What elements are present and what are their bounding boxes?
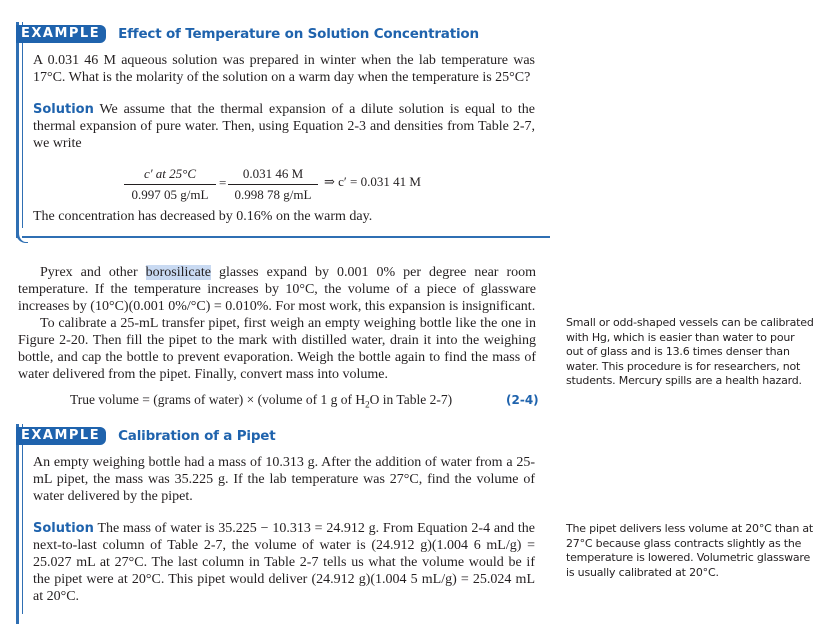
example-2-header bbox=[16, 427, 276, 445]
box-rule bbox=[16, 424, 19, 624]
solution-label: Solution bbox=[33, 521, 94, 536]
example-badge: EXAMPLE bbox=[16, 427, 106, 445]
box-bottom-rule bbox=[22, 236, 550, 238]
margin-note-2: The pipet delivers less volume at 20°C than at 27°C because glass contracts slightly as the temperature is lowered. Volumetric glassware is usually calibrated at 20°C. bbox=[566, 522, 814, 579]
example-2-problem: An empty weighing bottle had a mass of 10.313 g. After the addition of water from a 25-mL pipet, the mass was 35.225 g. If the lab temperature was 27°C, find the volume of water delivered by the pipet. bbox=[33, 455, 535, 504]
rhs-denominator: 0.998 78 g/mL bbox=[234, 187, 312, 202]
example-badge: EXAMPLE bbox=[16, 25, 106, 43]
box-rule-inner bbox=[22, 424, 23, 614]
example-1-title: Effect of Temperature on Solution Concentration bbox=[118, 26, 479, 42]
example-2-solution: Solution The mass of water is 35.225 − 10.313 = 24.912 g. From Equation 2-4 and the next-to-last column of Table 2-7, the volume of water is (24.912 g)(1.004 6 mL/g) = 25.027 mL at 27°C. The last column in Table 2-7 tells us what the volume would be if the pipet were at 20°C. This pipet would deliver (24.912 g)(1.004 5 mL/g) = 25.024 mL at 20°C. bbox=[33, 521, 536, 604]
solution-label: Solution bbox=[33, 102, 94, 117]
equation-2-4: True volume = (grams of water) × (volume of 1 g of $H_2O$ in Table 2-7) bbox=[70, 392, 453, 410]
box-rule-inner bbox=[22, 22, 23, 228]
equals-sign: = bbox=[219, 175, 227, 190]
equation-result: ⇒ c′ = 0.031 41 M bbox=[324, 174, 421, 189]
example-1-solution: Solution We assume that the thermal expansion of a dilute solution is equal to the thermal expansion of pure water. Then, using Equation 2-3 and densities from Table 2-7, we write bbox=[33, 102, 536, 151]
rhs-numerator: 0.031 46 M bbox=[228, 166, 318, 185]
example-1-problem: A 0.031 46 M aqueous solution was prepared in winter when the lab temperature was 17°C. What is the molarity of the solution on a warm day when the temperature is 25°C? bbox=[33, 53, 535, 85]
example-1-header bbox=[16, 25, 479, 43]
equation-rhs-fraction bbox=[228, 166, 318, 203]
equation-number: (2-4) bbox=[506, 393, 539, 407]
highlighted-word[interactable]: borosilicate bbox=[145, 265, 211, 280]
margin-note-1: Small or odd-shaped vessels can be calibrated with Hg, which is easier than water to pour out of glass and is 13.6 times denser than water. This procedure is for researchers, not students. Mercury spills are a health hazard. bbox=[566, 316, 814, 388]
lhs-numerator: c′ at 25°C bbox=[124, 166, 216, 185]
box-rule bbox=[16, 22, 19, 238]
example-1-conclusion: The concentration has decreased by 0.16% on the warm day. bbox=[33, 209, 373, 224]
equation-lhs-fraction bbox=[124, 166, 216, 203]
example-2-title: Calibration of a Pipet bbox=[118, 428, 276, 444]
lhs-denominator: 0.997 05 g/mL bbox=[131, 187, 209, 202]
box-corner bbox=[16, 229, 28, 243]
body-paragraph-1: Pyrex and other borosilicate glasses expand by 0.001 0% per degree near room temperature. If the temperature increases by 10°C, the volume of a piece of glassware increases by (10°C)(0.001 0%/°C) = 0.010%. For most work, this expansion is insignificant. bbox=[18, 265, 536, 314]
body-paragraph-2: To calibrate a 25-mL transfer pipet, first weigh an empty weighing bottle like the one in Figure 2-20. Then fill the pipet to the mark with distilled water, drain it into the weighing bottle, and cap the bottle to prevent evaporation. Weigh the bottle again to find the mass of water delivered from the pipet. Finally, convert mass into volume. bbox=[18, 316, 536, 382]
